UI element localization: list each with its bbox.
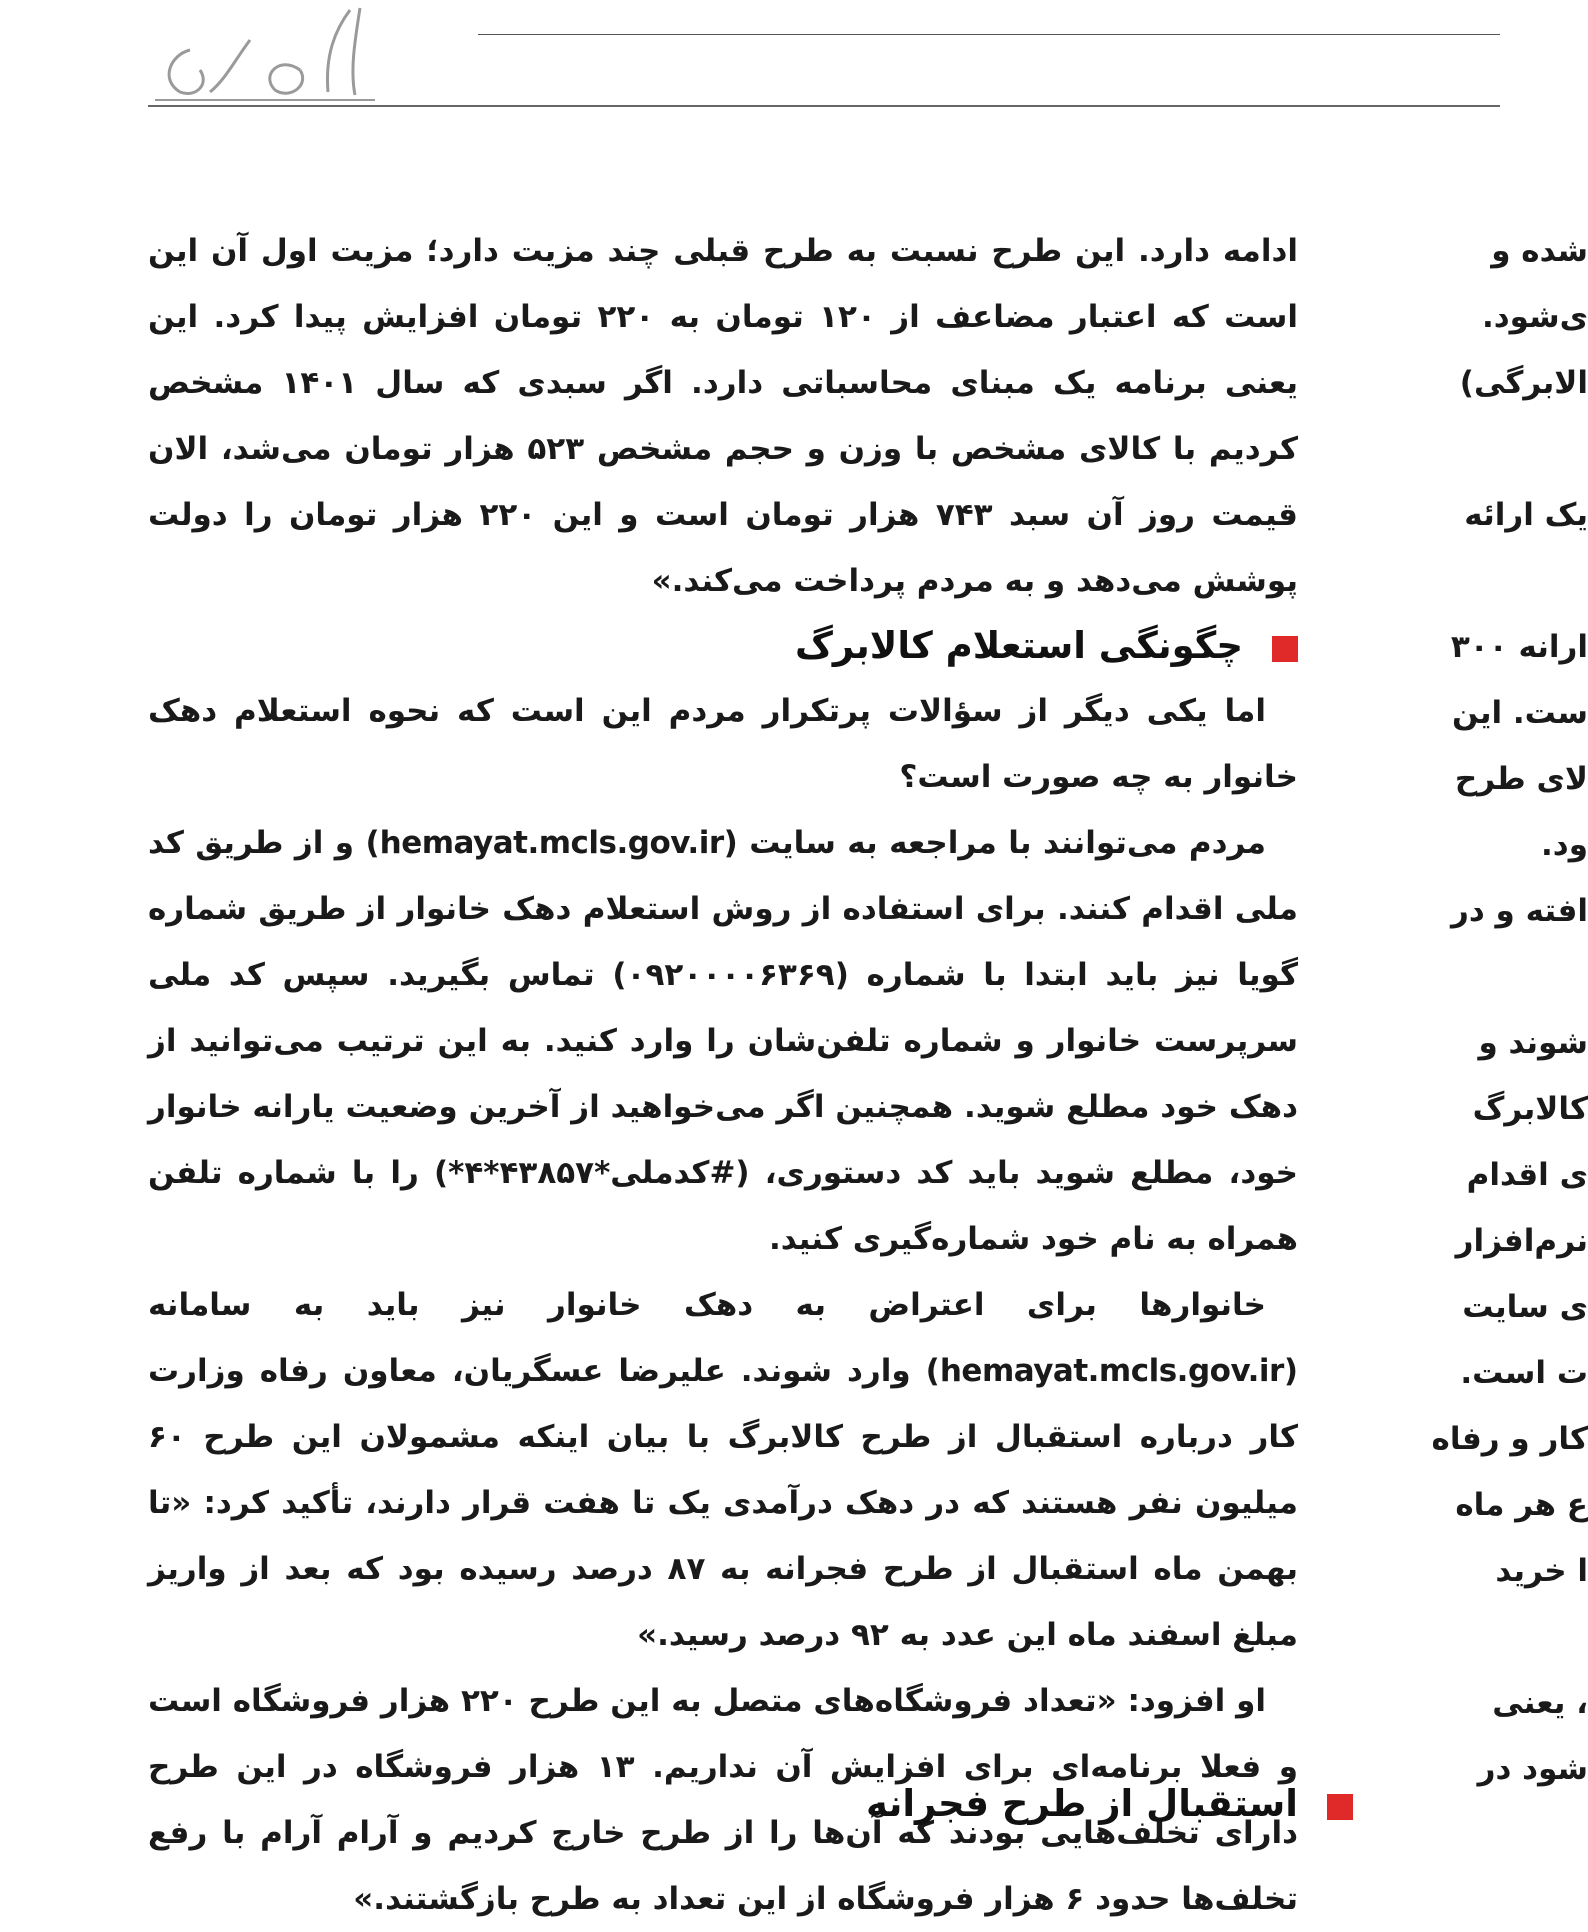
- article-paragraph-4: خانوارها برای اعتراض به دهک خانوار نیز باید به سامانه (hemayat.mcls.gov.ir) وارد شوند. علیرضا عسگریان، معاون رفاه وزارت کار درباره استقبال از طرح کالابرگ با بیان اینکه مشمولان این طرح ۶۰ میلیون نفر هستند که در دهک درآمدی یک تا هفت قرار دارند، تأکید کرد: «تا بهمن ماه استقبال از طرح فجرانه به ۸۷ درصد رسیده بود که بعد از واریز مبلغ اسفند ماه این عدد به ۹۲ درصد رسید.»: [148, 1287, 1299, 1653]
- adjacent-line: [1388, 1604, 1588, 1670]
- adjacent-line: کالابرگ: [1472, 1091, 1588, 1127]
- adjacent-line: یک ارائه: [1464, 497, 1588, 533]
- adjacent-line: ست. این: [1451, 695, 1588, 731]
- heading-marker-icon: [1327, 1794, 1353, 1820]
- header-rule-bottom: [148, 105, 1500, 107]
- adjacent-line: شده و: [1491, 233, 1588, 269]
- adjacent-line: ارانه ۳۰۰: [1450, 629, 1588, 665]
- section-heading-inquiry: [148, 614, 1298, 678]
- adjacent-column-fragment: [1388, 218, 1588, 1800]
- masthead-logo: [150, 0, 380, 110]
- adjacent-line: ی اقدام: [1466, 1157, 1588, 1193]
- adjacent-line: ی سایت: [1462, 1289, 1588, 1325]
- adjacent-line: افته و در: [1451, 893, 1588, 929]
- adjacent-line: الابرگی): [1459, 365, 1588, 401]
- adjacent-line: ا خرید: [1495, 1553, 1588, 1589]
- adjacent-line: ، یعنی: [1492, 1685, 1588, 1721]
- adjacent-line: شود در: [1477, 1751, 1588, 1787]
- adjacent-line: نرم‌افزار: [1455, 1223, 1588, 1259]
- header-rule-top: [478, 34, 1500, 35]
- adjacent-line: [1388, 548, 1588, 614]
- adjacent-line: ی‌شود.: [1481, 299, 1588, 335]
- adjacent-line: [1388, 944, 1588, 1010]
- heading-marker-icon: [1272, 636, 1298, 662]
- article-paragraph-2: اما یکی دیگر از سؤالات پرتکرار مردم این است که نحوه استعلام دهک خانوار به چه صورت است؟: [148, 693, 1298, 795]
- adjacent-line: [1388, 416, 1588, 482]
- adjacent-line: کار و رفاه: [1431, 1421, 1588, 1457]
- adjacent-line: ت است.: [1460, 1355, 1588, 1391]
- section-heading-text: چگونگی استعلام کالابرگ: [794, 624, 1243, 667]
- article-paragraph-1: ادامه دارد. این طرح نسبت به طرح قبلی چند مزیت دارد؛ مزیت اول آن این است که اعتبار مضاعف از ۱۲۰ تومان به ۲۲۰ تومان افزایش پیدا کرد. این یعنی برنامه یک مبنای محاسباتی دارد. اگر سبدی که سال ۱۴۰۱ مشخص کردیم با کالای مشخص با وزن و حجم مشخص ۵۲۳ هزار تومان می‌شد، الان قیمت روز آن سبد ۷۴۳ هزار تومان است و این ۲۲۰ هزار تومان را دولت پوشش می‌دهد و به مردم پرداخت می‌کند.»: [148, 233, 1299, 599]
- section-heading-text: استقبال از طرح فجرانه: [866, 1782, 1298, 1825]
- article-paragraph-5: او افزود: «تعداد فروشگاه‌های متصل به این طرح ۲۲۰ هزار فروشگاه است و فعلا برنامه‌ای برای افزایش آن نداریم. ۱۳ هزار فروشگاه در این طرح دارای تخلف‌هایی بودند که آن‌ها را از طرح خارج کردیم و آرام آرام با رفع تخلف‌ها حدود ۶ هزار فروشگاه از این تعداد به طرح بازگشتند.»: [148, 1683, 1298, 1917]
- adjacent-line: ع هر ماه: [1455, 1487, 1588, 1523]
- adjacent-line: ود.: [1541, 827, 1588, 863]
- article-main-column: [148, 218, 1298, 1932]
- article-paragraph-3: مردم می‌توانند با مراجعه به سایت (hemayat.mcls.gov.ir) و از طریق کد ملی اقدام کنند. برای استفاده از روش استعلام دهک خانوار از طریق شماره گویا نیز باید ابتدا با شماره (۰۹۲۰۰۰۰۶۳۶۹) تماس بگیرید. سپس کد ملی سرپرست خانوار و شماره تلفن‌شان را وارد کنید. به این ترتیب می‌توانید از دهک خود مطلع شوید. همچنین اگر می‌خواهید از آخرین وضعیت یارانه خانوار خود، مطلع شوید باید کد دستوری، (#کدملی*۴۳۸۵۷*۴*) را با شماره تلفن همراه به نام خود شماره‌گیری کنید.: [148, 825, 1299, 1257]
- adjacent-line: لای طرح: [1454, 761, 1588, 797]
- adjacent-line: شوند و: [1478, 1025, 1588, 1061]
- section-heading-fajraneh: [148, 1772, 1353, 1836]
